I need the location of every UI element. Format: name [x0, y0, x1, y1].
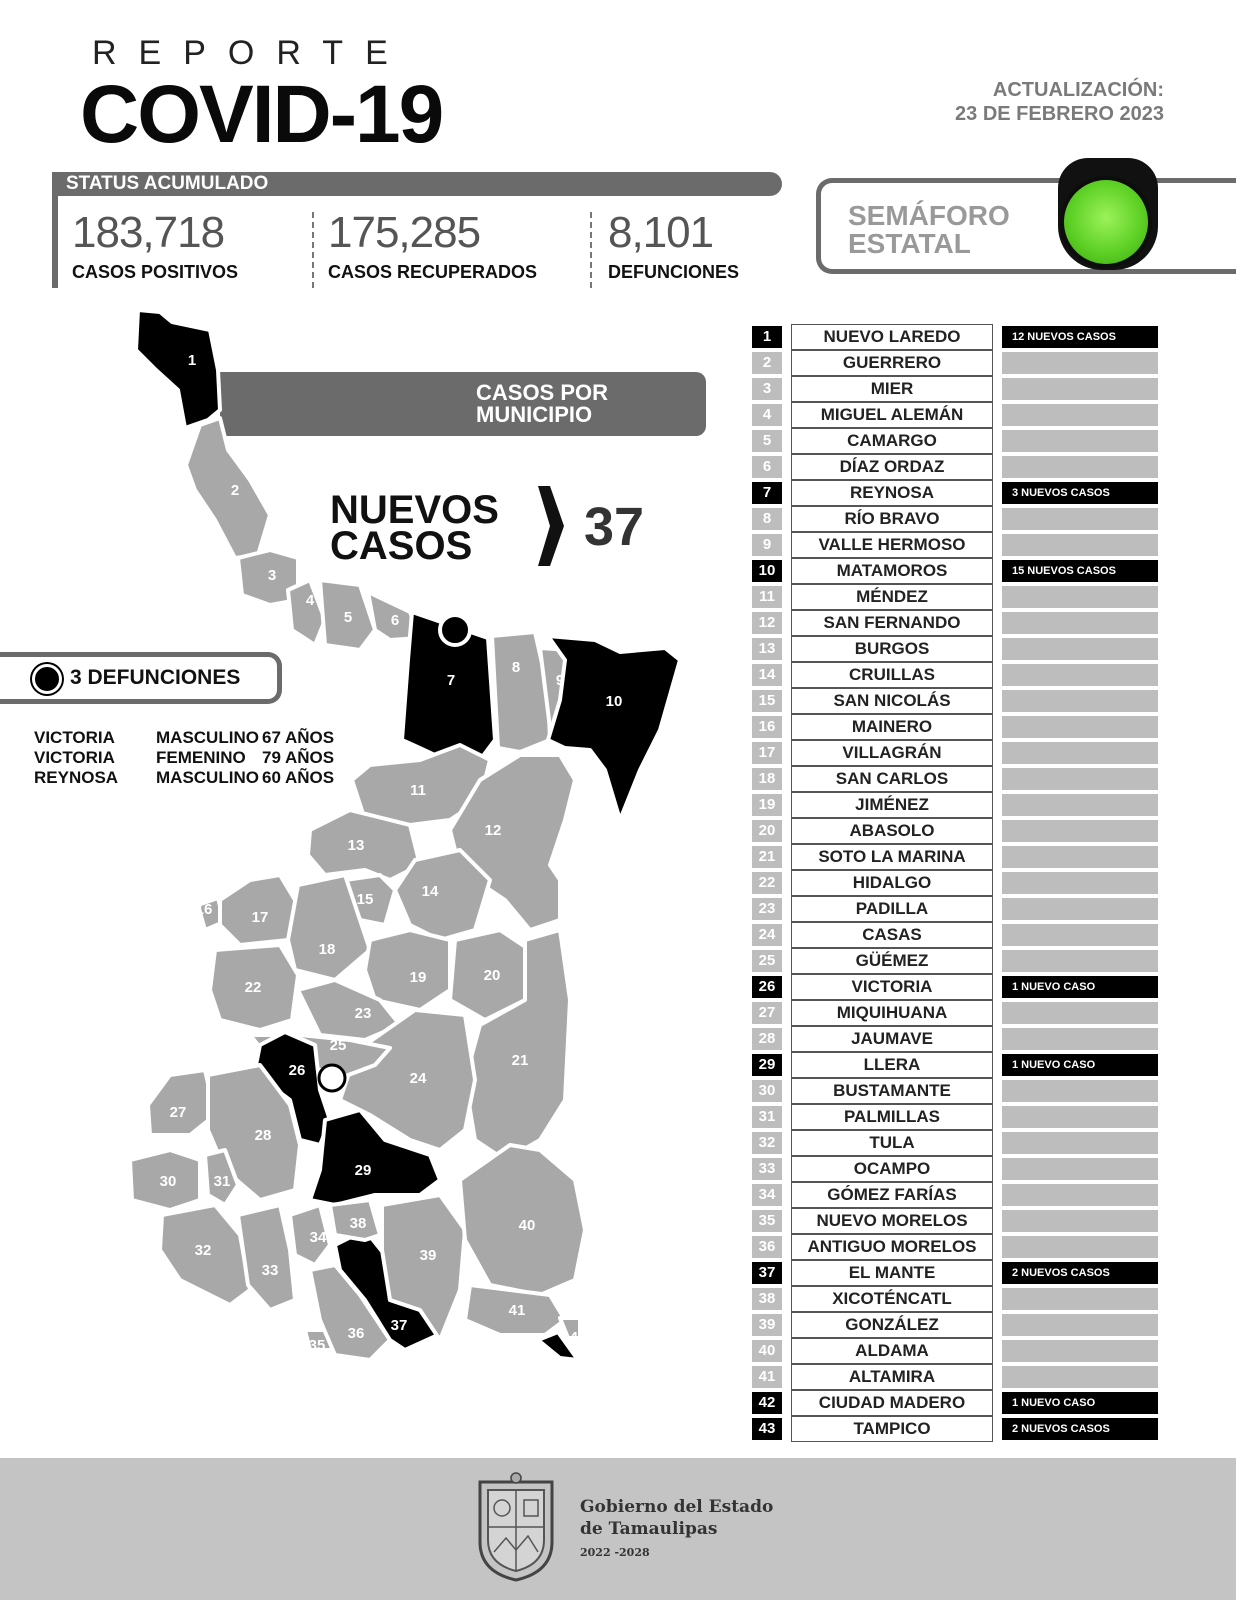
- municipio-number: 11: [752, 586, 782, 608]
- map-label-1: 1: [187, 352, 197, 369]
- municipio-number: 19: [752, 794, 782, 816]
- table-row: [752, 1364, 1162, 1390]
- municipio-new-cases: [1002, 508, 1158, 530]
- municipio-name: EL MANTE: [791, 1260, 993, 1286]
- table-row: [752, 1104, 1162, 1130]
- map-region-2: [186, 418, 270, 558]
- municipio-new-cases: [1002, 742, 1158, 764]
- municipio-number: 42: [752, 1392, 782, 1414]
- nuevos-line2: CASOS: [330, 524, 473, 568]
- municipio-number: 22: [752, 872, 782, 894]
- map-label-32: 32: [194, 1242, 212, 1259]
- map-label-42: 42: [569, 1329, 587, 1346]
- municipio-new-cases: [1002, 1236, 1158, 1258]
- government-line2: de Tamaulipas: [580, 1519, 718, 1539]
- table-row: [752, 558, 1162, 584]
- municipio-new-cases: [1002, 768, 1158, 790]
- defuncion-sexo: MASCULINO: [156, 728, 259, 747]
- map-label-36: 36: [347, 1325, 365, 1342]
- municipio-number: 21: [752, 846, 782, 868]
- municipio-new-cases: [1002, 586, 1158, 608]
- municipio-name: GÓMEZ FARÍAS: [791, 1182, 993, 1208]
- stat-defunciones-value: 8,101: [608, 208, 714, 257]
- death-marker-icon: [440, 615, 470, 645]
- municipio-number: 28: [752, 1028, 782, 1050]
- municipio-new-cases: [1002, 1314, 1158, 1336]
- municipio-new-cases: 2 NUEVOS CASOS: [1002, 1262, 1158, 1284]
- municipio-new-cases: 1 NUEVO CASO: [1002, 1054, 1158, 1076]
- municipio-new-cases: [1002, 872, 1158, 894]
- table-row: [752, 428, 1162, 454]
- nuevos-casos-value: 37: [584, 497, 645, 557]
- municipio-name: DÍAZ ORDAZ: [791, 454, 993, 480]
- casos-municipio-line1: CASOS POR: [476, 380, 609, 405]
- municipio-new-cases: [1002, 612, 1158, 634]
- municipio-new-cases: [1002, 924, 1158, 946]
- death-dot-icon: [32, 664, 62, 694]
- table-row: [752, 896, 1162, 922]
- map-label-38: 38: [349, 1215, 367, 1232]
- municipios-table: [752, 324, 1162, 1442]
- municipio-new-cases: [1002, 378, 1158, 400]
- table-row: [752, 402, 1162, 428]
- municipio-new-cases: [1002, 898, 1158, 920]
- map-label-7: 7: [446, 672, 456, 689]
- map-label-43: 43: [541, 1351, 559, 1368]
- municipio-new-cases: [1002, 352, 1158, 374]
- municipio-name: ANTIGUO MORELOS: [791, 1234, 993, 1260]
- municipio-number: 26: [752, 976, 782, 998]
- map-label-24: 24: [409, 1070, 427, 1087]
- municipio-new-cases: [1002, 534, 1158, 556]
- municipio-number: 18: [752, 768, 782, 790]
- table-row: [752, 870, 1162, 896]
- table-row: [752, 662, 1162, 688]
- municipio-number: 20: [752, 820, 782, 842]
- stat-positivos-label: CASOS POSITIVOS: [72, 262, 239, 282]
- municipio-number: 23: [752, 898, 782, 920]
- municipio-new-cases: [1002, 1184, 1158, 1206]
- state-seal-icon: [470, 1472, 562, 1584]
- municipio-name: MIGUEL ALEMÁN: [791, 402, 993, 428]
- municipio-new-cases: [1002, 1080, 1158, 1102]
- municipio-number: 31: [752, 1106, 782, 1128]
- map-label-30: 30: [159, 1173, 177, 1190]
- stat-defunciones: [608, 208, 739, 283]
- map-label-35: 35: [308, 1337, 326, 1354]
- map-label-22: 22: [244, 979, 262, 996]
- municipio-new-cases: [1002, 1106, 1158, 1128]
- municipio-name: JIMÉNEZ: [791, 792, 993, 818]
- municipio-number: 7: [752, 482, 782, 504]
- table-row: [752, 350, 1162, 376]
- map-label-37: 37: [390, 1317, 408, 1334]
- municipio-name: NUEVO MORELOS: [791, 1208, 993, 1234]
- table-row: [752, 1260, 1162, 1286]
- municipio-number: 3: [752, 378, 782, 400]
- map-label-2: 2: [230, 482, 240, 499]
- map-label-9: 9: [555, 672, 565, 689]
- table-row: [752, 1156, 1162, 1182]
- table-row: [752, 480, 1162, 506]
- municipio-number: 24: [752, 924, 782, 946]
- municipio-number: 10: [752, 560, 782, 582]
- municipio-number: 32: [752, 1132, 782, 1154]
- municipio-number: 14: [752, 664, 782, 686]
- municipio-number: 5: [752, 430, 782, 452]
- map-label-6: 6: [390, 612, 400, 629]
- municipio-number: 8: [752, 508, 782, 530]
- municipio-name: ALDAMA: [791, 1338, 993, 1364]
- map-region-1: [136, 310, 220, 428]
- municipio-new-cases: [1002, 430, 1158, 452]
- update-info: [955, 78, 1164, 126]
- municipio-number: 38: [752, 1288, 782, 1310]
- municipio-number: 36: [752, 1236, 782, 1258]
- table-row: [752, 636, 1162, 662]
- government-years: 2022 -2028: [580, 1546, 650, 1559]
- map-label-27: 27: [169, 1104, 187, 1121]
- map-label-26: 26: [288, 1062, 306, 1079]
- map-region-27: [148, 1070, 215, 1135]
- defuncion-edad: 67 AÑOS: [262, 728, 335, 747]
- map-label-23: 23: [354, 1005, 372, 1022]
- municipio-number: 12: [752, 612, 782, 634]
- municipio-name: VALLE HERMOSO: [791, 532, 993, 558]
- municipio-new-cases: [1002, 1210, 1158, 1232]
- semaforo-line2: ESTATAL: [848, 228, 971, 259]
- municipio-name: BUSTAMANTE: [791, 1078, 993, 1104]
- table-row: [752, 1182, 1162, 1208]
- table-row: [752, 1312, 1162, 1338]
- map-label-31: 31: [213, 1173, 231, 1190]
- tamaulipas-map: [120, 300, 700, 1410]
- nuevos-line1: NUEVOS: [330, 488, 499, 532]
- municipio-number: 17: [752, 742, 782, 764]
- municipio-name: SOTO LA MARINA: [791, 844, 993, 870]
- municipio-number: 34: [752, 1184, 782, 1206]
- map-label-41: 41: [508, 1302, 526, 1319]
- table-row: [752, 974, 1162, 1000]
- municipio-number: 13: [752, 638, 782, 660]
- table-row: [752, 1052, 1162, 1078]
- municipio-name: GONZÁLEZ: [791, 1312, 993, 1338]
- map-label-21: 21: [511, 1052, 529, 1069]
- municipio-name: MÉNDEZ: [791, 584, 993, 610]
- table-row: [752, 792, 1162, 818]
- defuncion-edad: 79 AÑOS: [262, 748, 335, 767]
- table-row: [752, 1338, 1162, 1364]
- map-label-16: 16: [195, 901, 213, 918]
- municipio-number: 40: [752, 1340, 782, 1362]
- municipio-name: PALMILLAS: [791, 1104, 993, 1130]
- map-label-15: 15: [356, 891, 374, 908]
- table-row: [752, 1130, 1162, 1156]
- defuncion-edad: 60 AÑOS: [262, 768, 335, 787]
- table-row: [752, 922, 1162, 948]
- table-row: [752, 766, 1162, 792]
- municipio-name: MATAMOROS: [791, 558, 993, 584]
- map-label-14: 14: [421, 883, 439, 900]
- municipio-name: REYNOSA: [791, 480, 993, 506]
- table-row: [752, 1234, 1162, 1260]
- municipio-name: CASAS: [791, 922, 993, 948]
- map-label-8: 8: [511, 659, 521, 676]
- map-label-18: 18: [318, 941, 336, 958]
- municipio-number: 43: [752, 1418, 782, 1440]
- defuncion-sexo: FEMENINO: [156, 748, 246, 767]
- table-row: [752, 1078, 1162, 1104]
- status-label: STATUS ACUMULADO: [66, 173, 269, 194]
- municipio-new-cases: [1002, 638, 1158, 660]
- municipio-new-cases: [1002, 1340, 1158, 1362]
- table-row: [752, 1286, 1162, 1312]
- municipio-new-cases: [1002, 404, 1158, 426]
- map-label-5: 5: [343, 609, 353, 626]
- municipio-name: MIER: [791, 376, 993, 402]
- table-row: [752, 376, 1162, 402]
- stat-divider: [590, 212, 592, 288]
- municipio-new-cases: [1002, 950, 1158, 972]
- death-marker-icon: [319, 1065, 345, 1091]
- municipio-name: CRUILLAS: [791, 662, 993, 688]
- municipio-number: 16: [752, 716, 782, 738]
- defuncion-municipio: REYNOSA: [34, 768, 119, 787]
- municipio-number: 6: [752, 456, 782, 478]
- map-label-34: 34: [309, 1229, 327, 1246]
- table-row: [752, 610, 1162, 636]
- defuncion-municipio: VICTORIA: [34, 748, 115, 767]
- stat-positivos: [72, 208, 238, 283]
- map-label-3: 3: [267, 567, 277, 584]
- municipio-new-cases: 1 NUEVO CASO: [1002, 1392, 1158, 1414]
- municipio-number: 41: [752, 1366, 782, 1388]
- map-label-12: 12: [484, 822, 502, 839]
- map-label-33: 33: [261, 1262, 279, 1279]
- municipio-new-cases: [1002, 1028, 1158, 1050]
- municipio-number: 15: [752, 690, 782, 712]
- table-row: [752, 1390, 1162, 1416]
- government-line1: Gobierno del Estado: [580, 1497, 774, 1517]
- semaforo-label: [848, 202, 1010, 258]
- table-row: [752, 1208, 1162, 1234]
- municipio-name: XICOTÉNCATL: [791, 1286, 993, 1312]
- municipio-number: 39: [752, 1314, 782, 1336]
- municipio-name: SAN CARLOS: [791, 766, 993, 792]
- municipio-name: ALTAMIRA: [791, 1364, 993, 1390]
- municipio-name: HIDALGO: [791, 870, 993, 896]
- municipio-name: MAINERO: [791, 714, 993, 740]
- report-kicker: REPORTE: [92, 34, 410, 72]
- municipio-new-cases: [1002, 1132, 1158, 1154]
- defunciones-label: 3 DEFUNCIONES: [70, 666, 241, 689]
- municipio-new-cases: [1002, 1158, 1158, 1180]
- table-row: [752, 532, 1162, 558]
- municipio-new-cases: [1002, 690, 1158, 712]
- traffic-light-green-icon: [1060, 176, 1152, 268]
- municipio-number: 33: [752, 1158, 782, 1180]
- municipio-name: LLERA: [791, 1052, 993, 1078]
- municipio-name: VICTORIA: [791, 974, 993, 1000]
- municipio-new-cases: 12 NUEVOS CASOS: [1002, 326, 1158, 348]
- municipio-new-cases: 15 NUEVOS CASOS: [1002, 560, 1158, 582]
- municipio-number: 1: [752, 326, 782, 348]
- map-label-10: 10: [605, 693, 623, 710]
- report-title: COVID-19: [80, 69, 443, 160]
- municipio-name: CIUDAD MADERO: [791, 1390, 993, 1416]
- table-row: [752, 454, 1162, 480]
- table-row: [752, 506, 1162, 532]
- municipio-name: GÜÉMEZ: [791, 948, 993, 974]
- government-name: [580, 1496, 773, 1540]
- municipio-new-cases: 1 NUEVO CASO: [1002, 976, 1158, 998]
- municipio-name: SAN FERNANDO: [791, 610, 993, 636]
- defuncion-sexo: MASCULINO: [156, 768, 259, 787]
- municipio-new-cases: 2 NUEVOS CASOS: [1002, 1418, 1158, 1440]
- table-row: [752, 740, 1162, 766]
- defuncion-municipio: VICTORIA: [34, 728, 115, 747]
- municipio-name: TAMPICO: [791, 1416, 993, 1442]
- table-row: [752, 1000, 1162, 1026]
- municipio-name: NUEVO LAREDO: [791, 324, 993, 350]
- municipio-new-cases: [1002, 1366, 1158, 1388]
- municipio-name: BURGOS: [791, 636, 993, 662]
- stat-recuperados-label: CASOS RECUPERADOS: [328, 262, 538, 282]
- municipio-number: 2: [752, 352, 782, 374]
- municipio-new-cases: [1002, 716, 1158, 738]
- table-row: [752, 1026, 1162, 1052]
- municipio-new-cases: [1002, 820, 1158, 842]
- stat-recuperados-value: 175,285: [328, 208, 481, 257]
- table-row: [752, 324, 1162, 350]
- municipio-name: GUERRERO: [791, 350, 993, 376]
- municipio-number: 37: [752, 1262, 782, 1284]
- map-label-28: 28: [254, 1127, 272, 1144]
- municipio-number: 35: [752, 1210, 782, 1232]
- map-label-25: 25: [329, 1037, 347, 1054]
- map-label-20: 20: [483, 967, 501, 984]
- map-label-13: 13: [347, 837, 365, 854]
- municipio-number: 30: [752, 1080, 782, 1102]
- municipio-name: PADILLA: [791, 896, 993, 922]
- municipio-name: SAN NICOLÁS: [791, 688, 993, 714]
- municipio-new-cases: 3 NUEVOS CASOS: [1002, 482, 1158, 504]
- stat-divider: [312, 212, 314, 288]
- municipio-name: ABASOLO: [791, 818, 993, 844]
- table-row: [752, 714, 1162, 740]
- municipio-name: TULA: [791, 1130, 993, 1156]
- municipio-number: 4: [752, 404, 782, 426]
- map-label-17: 17: [251, 909, 269, 926]
- table-row: [752, 818, 1162, 844]
- table-row: [752, 1416, 1162, 1442]
- stat-defunciones-label: DEFUNCIONES: [608, 262, 740, 282]
- municipio-new-cases: [1002, 456, 1158, 478]
- municipio-number: 27: [752, 1002, 782, 1024]
- municipio-new-cases: [1002, 1288, 1158, 1310]
- stat-positivos-value: 183,718: [72, 208, 225, 257]
- municipio-name: OCAMPO: [791, 1156, 993, 1182]
- table-row: [752, 948, 1162, 974]
- municipio-new-cases: [1002, 794, 1158, 816]
- municipio-name: VILLAGRÁN: [791, 740, 993, 766]
- municipio-name: RÍO BRAVO: [791, 506, 993, 532]
- municipio-number: 9: [752, 534, 782, 556]
- update-date: 23 DE FEBRERO 2023: [955, 103, 1164, 125]
- municipio-number: 25: [752, 950, 782, 972]
- map-label-39: 39: [419, 1247, 437, 1264]
- map-label-19: 19: [409, 969, 427, 986]
- municipio-name: JAUMAVE: [791, 1026, 993, 1052]
- map-label-29: 29: [354, 1162, 372, 1179]
- table-row: [752, 688, 1162, 714]
- stat-recuperados: [328, 208, 537, 283]
- municipio-name: MIQUIHUANA: [791, 1000, 993, 1026]
- update-label: ACTUALIZACIÓN:: [992, 79, 1164, 101]
- table-row: [752, 584, 1162, 610]
- municipio-name: CAMARGO: [791, 428, 993, 454]
- municipio-new-cases: [1002, 846, 1158, 868]
- municipio-new-cases: [1002, 664, 1158, 686]
- status-header-bar: [52, 172, 782, 196]
- casos-municipio-line2: MUNICIPIO: [476, 402, 593, 427]
- map-label-4: 4: [305, 592, 315, 609]
- map-label-11: 11: [410, 782, 426, 799]
- municipio-number: 29: [752, 1054, 782, 1076]
- map-label-40: 40: [518, 1217, 536, 1234]
- municipio-new-cases: [1002, 1002, 1158, 1024]
- table-row: [752, 844, 1162, 870]
- semaforo-line1: SEMÁFORO: [848, 200, 1010, 231]
